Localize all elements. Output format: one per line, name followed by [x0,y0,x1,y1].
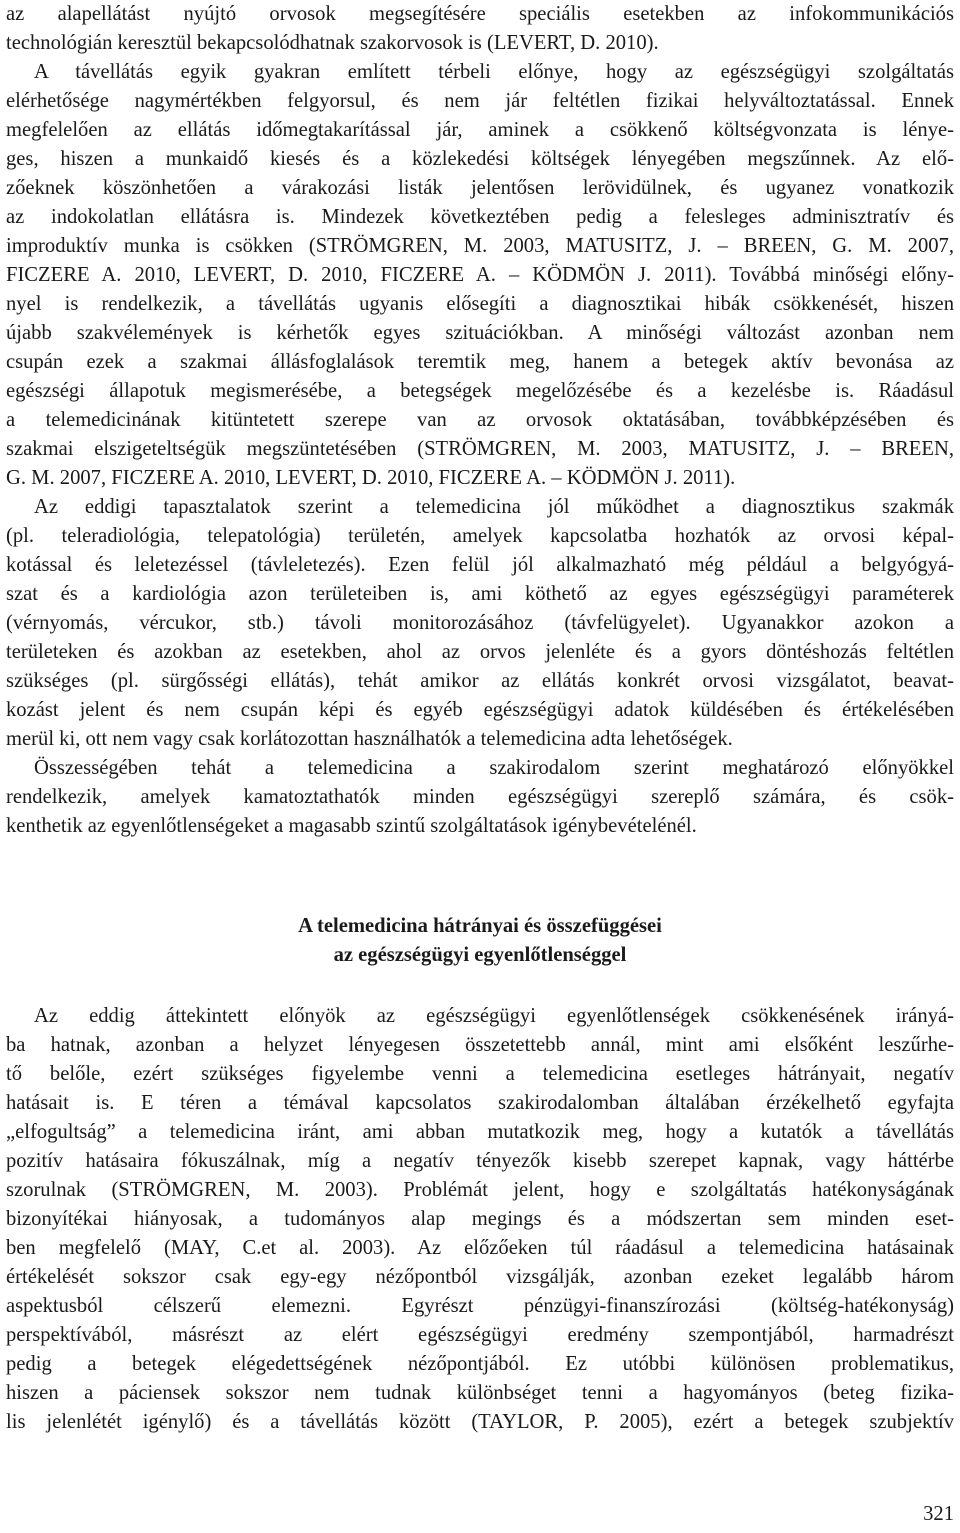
text-line: technológián keresztül bekapcsolódhatnak szakorvosok is (LEVERT, D. 2010). [6,32,659,54]
text-line: pedig a betegek elégedettségének nézőpontjából. Ez utóbbi különösen problematikus, [6,1353,954,1375]
text-line: perspektívából, másrészt az elért egészségügyi eredmény szempontjából, harmadrészt [6,1324,954,1346]
text-line: elérhetősége nagymértékben felgyorsul, és nem jár feltétlen fizikai helyváltoztatással. Ennek [6,90,954,112]
text-line: merül ki, ott nem vagy csak korlátozottan használhatók a telemedicina adta lehetőségek. [6,728,733,750]
text-line: pozitív hatásaira fókuszálnak, míg a negatív tényezők kisebb szerepet kapnak, vagy háttérbe [6,1150,954,1172]
text-line: kotással és leletezéssel (távleletezés). Ezen felül jól alkalmazható még például a belgyógyá- [6,554,954,576]
text-line: ges, hiszen a munkaidő kiesés és a közlekedési költségek lényegében megszűnnek. Az elő- [6,148,954,170]
text-line: kozást jelent és nem csupán képi és egyéb egészségügyi adatok küldésében és értékelésében [6,699,954,721]
text-line: ben megfelelő (MAY, C.et al. 2003). Az előzőeken túl ráadásul a telemedicina hatásainak [6,1237,954,1259]
text-line: ba hatnak, azonban a helyzet lényegesen összetettebb annál, mint ami elsőként leszűrhe- [6,1034,954,1056]
text-line: Az eddig áttekintett előnyök az egészségügyi egyenlőtlenségek csökkenésének irányá- [34,1005,954,1027]
heading-line: A telemedicina hátrányai és összefüggései [298,915,662,937]
section-heading [6,912,954,970]
text-line: az indokolatlan ellátásra is. Mindezek következtében pedig a felesleges adminisztratív és [6,206,954,228]
text-line: megfelelően az ellátás időmegtakarítással jár, aminek a csökkenő költségvonzata is lénye- [6,119,954,141]
text-line: bizonyítékai hiányosak, a tudományos alap megings és a módszertan sem minden eset- [6,1208,954,1230]
text-line: Az eddigi tapasztalatok szerint a telemedicina jól működhet a diagnosztikus szakmák [34,496,954,518]
text-line: zőeknek köszönhetően a várakozási listák jelentősen lerövidülnek, és ugyanez vonatkozik [6,177,954,199]
text-line: G. M. 2007, FICZERE A. 2010, LEVERT, D. 2010, FICZERE A. – KÖDMÖN J. 2011). [6,467,736,489]
text-line: Összességében tehát a telemedicina a szakirodalom szerint meghatározó előnyökkel [34,757,954,779]
text-line: szükséges (pl. sürgősségi ellátás), tehát amikor az ellátás konkrét orvosi vizsgálatot, beavat- [6,670,954,692]
text-line: hatásait is. E téren a témával kapcsolatos szakirodalomban általában érzékelhető egyfajta [6,1092,954,1114]
text-line: „elfogultság” a telemedicina iránt, ami abban mutatkozik meg, hogy a kutatók a távellátás [6,1121,954,1143]
text-line: szakmai elszigeteltségük megszüntetésében (STRÖMGREN, M. 2003, MATUSITZ, J. – BREEN, [6,438,954,460]
text-line: aspektusból célszerű elemezni. Egyrészt pénzügyi-finanszírozási (költség-hatékonyság) [6,1295,954,1317]
text-line: újabb szakvélemények is kérhetők egyes szituációkban. A minőségi változást azonban nem [6,322,954,344]
text-line: A távellátás egyik gyakran említett térbeli előnye, hogy az egészségügyi szolgáltatás [34,61,954,83]
text-line: tő belőle, ezért szükséges figyelembe venni a telemedicina esetleges hátrányait, negatív [6,1063,954,1085]
text-line: lis jelenlétét igénylő) és a távellátás között (TAYLOR, P. 2005), ezért a betegek szubjektív [6,1411,954,1433]
text-line: csupán ezek a szakmai állásfoglalások teremtik meg, hanem a betegek aktív bevonása az [6,351,954,373]
text-line: hiszen a páciensek sokszor nem tudnak különbséget tenni a hagyományos (beteg fizika- [6,1382,954,1404]
text-line: szat és a kardiológia azon területeiben is, ami köthető az egyes egészségügyi paraméterek [6,583,954,605]
text-line: egészségi állapotuk megismerésébe, a betegségek megelőzésébe és a kezelésbe is. Ráadásul [6,380,954,402]
body-text-section-1 [6,0,954,841]
text-line: a telemedicinának kitüntetett szerepe van az orvosok oktatásában, továbbképzésében és [6,409,954,431]
text-line: improduktív munka is csökken (STRÖMGREN, M. 2003, MATUSITZ, J. – BREEN, G. M. 2007, [6,235,954,257]
page-number: 321 [923,1503,954,1525]
text-line: rendelkezik, amelyek kamatoztathatók minden egészségügyi szereplő számára, és csök- [6,786,954,808]
text-line: területeken és azokban az esetekben, ahol az orvos jelenléte és a gyors döntéshozás feltétlen [6,641,954,663]
text-line: (vérnyomás, vércukor, stb.) távoli monitorozásához (távfelügyelet). Ugyanakkor azokon a [6,612,954,634]
text-line: (pl. teleradiológia, telepatológia) területén, amelyek kapcsolatba hozhatók az orvosi képal- [6,525,954,547]
text-line: az alapellátást nyújtó orvosok megsegítésére speciális esetekben az infokommunikációs [6,3,954,25]
body-text-section-2 [6,1002,954,1437]
text-line: FICZERE A. 2010, LEVERT, D. 2010, FICZERE A. – KÖDMÖN J. 2011). Továbbá minőségi előny- [6,264,954,286]
text-line: szorulnak (STRÖMGREN, M. 2003). Problémát jelent, hogy e szolgáltatás hatékonyságának [6,1179,954,1201]
text-line: nyel is rendelkezik, a távellátás ugyanis elősegíti a diagnosztikai hibák csökkenését, hiszen [6,293,954,315]
text-line: kenthetik az egyenlőtlenségeket a magasabb szintű szolgáltatások igénybevételénél. [6,815,697,837]
heading-line: az egészségügyi egyenlőtlenséggel [333,944,627,966]
text-line: értékelését sokszor csak egy-egy nézőpontból vizsgálják, azonban ezeket legalább három [6,1266,954,1288]
